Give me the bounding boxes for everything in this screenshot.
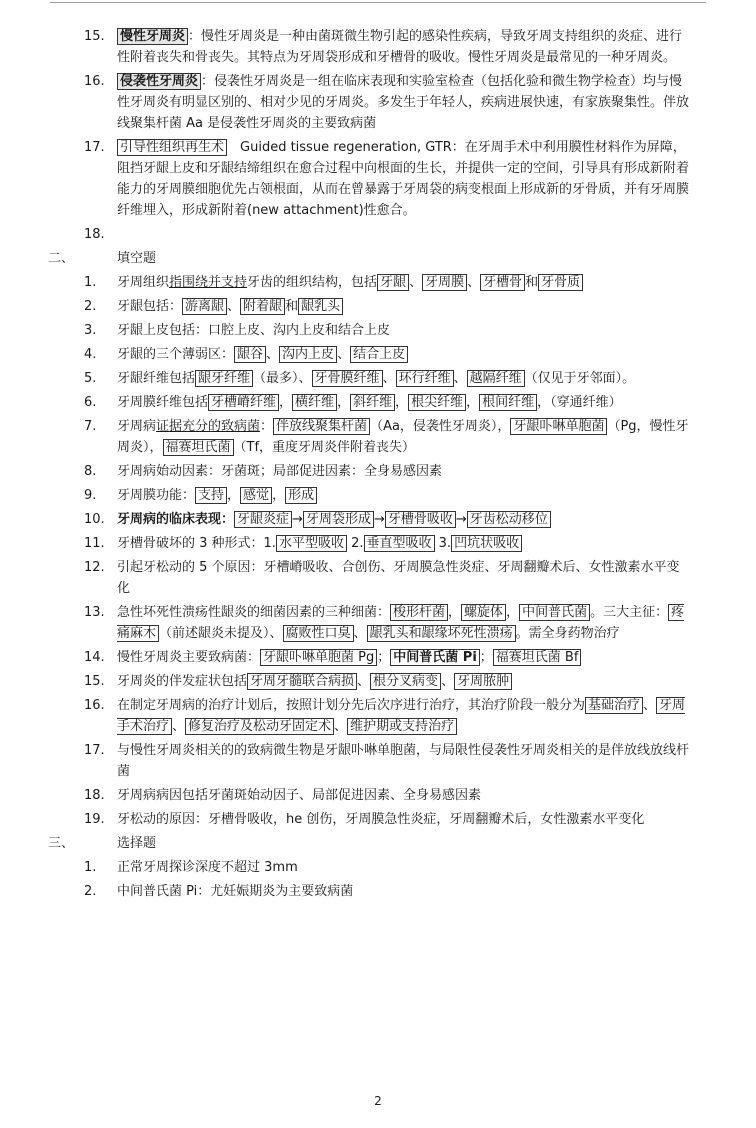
- item-text: 和: [285, 299, 299, 314]
- definition-item: [0, 26, 756, 68]
- item-text: （Tf，重度牙周炎伴附着丧失）: [233, 440, 416, 455]
- definition-item: [0, 137, 756, 221]
- answer-box: 维护期或支持治疗: [347, 718, 457, 735]
- item-number: 18.: [84, 788, 105, 803]
- answer-box: 修复治疗及松动牙固定术: [185, 718, 334, 735]
- answer-box: 牙骨质: [538, 274, 583, 291]
- answer-box: 福赛坦氏菌 Bf: [493, 649, 582, 666]
- fill-item: [0, 320, 756, 341]
- answer-box: 支持: [195, 487, 227, 504]
- item-number: 6.: [84, 395, 97, 410]
- page-number: 2: [374, 1094, 382, 1108]
- answer-box: 沟内上皮: [279, 346, 337, 363]
- section-number: 二、: [48, 251, 75, 266]
- answer-box: 牙槽骨吸收: [385, 511, 456, 528]
- item-number: 10.: [84, 512, 105, 527]
- item-number: 15.: [84, 674, 105, 689]
- item-text: （最多）、: [253, 371, 312, 386]
- item-number: 2.: [84, 884, 97, 899]
- answer-box: 福赛坦氏菌: [163, 439, 234, 456]
- item-text: 牙周病病因包括牙菌斑始动因子、局部促进因素、全身易感因素: [117, 788, 482, 803]
- answer-box: 梭形杆菌: [390, 604, 448, 621]
- item-text: 、: [266, 347, 280, 362]
- answer-box: 根分叉病变: [370, 673, 441, 690]
- item-text: 牙周组织: [117, 275, 170, 290]
- document-body: [0, 26, 756, 905]
- item-text: 牙周病: [117, 419, 157, 434]
- answer-box: 凹坑状吸收: [451, 535, 522, 552]
- item-text: 牙周膜功能：: [117, 488, 196, 503]
- item-text: 牙龈包括：: [117, 299, 183, 314]
- answer-box: 中间普氏菌: [519, 604, 590, 621]
- fill-item: [0, 509, 756, 530]
- item-text: 引起牙松动的 5 个原因：牙槽嵴吸收、合创伤、牙周膜急性炎症、牙周翻瓣术后、女性激素水平变化: [117, 560, 680, 596]
- item-number: 17.: [84, 743, 105, 758]
- item-number: 1.: [84, 860, 97, 875]
- item-text: 、: [467, 275, 481, 290]
- fill-item: [0, 647, 756, 668]
- answer-box: 根尖纤维: [408, 394, 466, 411]
- item-number: 4.: [84, 347, 97, 362]
- answer-box: 牙周牙髓联合病损: [247, 673, 357, 690]
- answer-box: 越隔纤维: [467, 370, 525, 387]
- answer-box: 牙周脓肿: [454, 673, 512, 690]
- item-number: 12.: [84, 560, 105, 575]
- item-text: 、: [172, 719, 186, 734]
- item-text: 、: [337, 347, 351, 362]
- item-text: 牙周病始动因素：牙菌斑；局部促进因素：全身易感因素: [117, 464, 443, 479]
- answer-box: 附着龈: [240, 298, 285, 315]
- item-text: 。需全身药物治疗: [515, 626, 620, 641]
- term-label: 慢性牙周炎: [117, 28, 188, 45]
- item-number: 14.: [84, 650, 105, 665]
- item-number: 17.: [84, 140, 105, 155]
- fill-item: [0, 392, 756, 413]
- answer-box: 感觉: [240, 487, 272, 504]
- item-text: （Pg，慢性牙周炎），: [117, 419, 689, 455]
- item-text: 3.: [434, 536, 452, 551]
- item-text: 2.: [346, 536, 364, 551]
- arrow-text: →: [455, 512, 467, 527]
- item-text: 正常牙周探诊深度不超过 3mm: [117, 860, 298, 875]
- item-number: 5.: [84, 371, 97, 386]
- answer-box: 牙骨膜纤维: [312, 370, 383, 387]
- item-text: 、: [357, 674, 371, 689]
- item-text: ，: [466, 395, 480, 410]
- answer-box: 牙龈炎症: [234, 511, 292, 528]
- item-number: 1.: [84, 275, 97, 290]
- item-text: 牙龈纤维包括: [117, 371, 196, 386]
- item-text: 牙周膜纤维包括: [117, 395, 209, 410]
- item-text: ，（穿通纤维）: [537, 395, 622, 410]
- choice-item: [0, 857, 756, 878]
- answer-box: 腐败性口臭: [283, 625, 354, 642]
- item-text: 慢性牙周炎主要致病菌：: [117, 650, 261, 665]
- answer-box: 牙周手术治疗: [117, 698, 686, 734]
- answer-box: 牙齿松动移位: [467, 511, 551, 528]
- item-text: ，: [279, 395, 293, 410]
- item-text: ；: [377, 650, 391, 665]
- answer-box: 龈乳头和龈缘坏死性溃疡: [367, 625, 516, 642]
- fill-item: [0, 740, 756, 782]
- item-text: 。三大主征：: [590, 605, 669, 620]
- item-number: 8.: [84, 464, 97, 479]
- answer-box: 伴放线聚集杆菌: [273, 418, 370, 435]
- answer-box: 龈谷: [234, 346, 266, 363]
- item-text: 、: [643, 698, 657, 713]
- item-number: 2.: [84, 299, 97, 314]
- item-text: 中间普氏菌 Pi：尤妊娠期炎为主要致病菌: [117, 884, 354, 899]
- fill-item: [0, 785, 756, 806]
- fill-item: [0, 533, 756, 554]
- item-text: 、: [382, 371, 396, 386]
- item-text: ，: [506, 605, 520, 620]
- answer-box: 牙周膜: [422, 274, 467, 291]
- item-number: 15.: [84, 29, 105, 44]
- answer-box: 牙槽嵴纤维: [208, 394, 279, 411]
- item-text: ；: [479, 650, 493, 665]
- fill-item: [0, 557, 756, 599]
- answer-box: 牙龈卟啉单胞菌: [510, 418, 607, 435]
- item-text: 、: [453, 371, 467, 386]
- item-number: 18.: [84, 227, 105, 242]
- term-label: 侵袭性牙周炎: [117, 73, 201, 90]
- item-text: 牙周炎的伴发症状包括: [117, 674, 248, 689]
- answer-box: 横纤维: [292, 394, 337, 411]
- definition-text: ：侵袭性牙周炎是一组在临床表现和实验室检查（包括化验和微生物学检查）均与慢性牙周炎有明显区别的、相对少见的牙周炎。多发生于年轻人，疾病进展快速，有家族聚集性。伴放线聚集杆菌 Aa 是侵袭性牙周炎的主要致病菌: [117, 74, 690, 131]
- item-text: 和: [525, 275, 539, 290]
- item-number: 16.: [84, 74, 105, 89]
- item-text: ，: [272, 488, 286, 503]
- fill-item: [0, 416, 756, 458]
- section-number: 三、: [48, 836, 75, 851]
- item-number: 7.: [84, 419, 97, 434]
- item-text: 与慢性牙周炎相关的的致病微生物是牙龈卟啉单胞菌，与局限性侵袭性牙周炎相关的是伴放线放线杆菌: [117, 743, 690, 779]
- item-text: 牙齿的组织结构，包括: [247, 275, 378, 290]
- item-text: 、: [334, 719, 348, 734]
- answer-box: 牙槽骨: [480, 274, 525, 291]
- answer-box: 根间纤维: [479, 394, 537, 411]
- section-heading: [0, 248, 756, 269]
- item-number: 3.: [84, 323, 97, 338]
- fill-item: [0, 296, 756, 317]
- item-text: ，: [337, 395, 351, 410]
- item-text: 牙龈的三个薄弱区：: [117, 347, 235, 362]
- section-title: 选择题: [117, 836, 157, 851]
- fill-item: [0, 485, 756, 506]
- item-text: 、: [441, 674, 455, 689]
- answer-box: 牙龈: [377, 274, 409, 291]
- item-text: （Aa，侵袭性牙周炎），: [370, 419, 511, 434]
- item-text: 、: [353, 626, 367, 641]
- answer-box: 中间普氏菌 Pi: [390, 649, 480, 666]
- answer-box: 牙龈卟啉单胞菌 Pg: [260, 649, 377, 666]
- answer-box: 游离龈: [182, 298, 227, 315]
- arrow-text: →: [292, 512, 303, 527]
- underlined-text: 证据充分的致病菌: [156, 419, 261, 434]
- answer-box: 环行纤维: [396, 370, 454, 387]
- arrow-text: →: [373, 512, 385, 527]
- answer-box: 龈牙纤维: [195, 370, 253, 387]
- section-heading: [0, 833, 756, 854]
- item-text: 牙松动的原因：牙槽骨吸收，he 创伤，牙周膜急性炎症，牙周翻瓣术后，女性激素水平变化: [117, 812, 645, 827]
- item-text: 急性坏死性溃疡性龈炎的细菌因素的三种细菌：: [117, 605, 391, 620]
- answer-box: 斜纤维: [350, 394, 395, 411]
- item-text: ，: [227, 488, 241, 503]
- fill-item: [0, 809, 756, 830]
- fill-item: [0, 461, 756, 482]
- answer-box: 结合上皮: [350, 346, 408, 363]
- fill-item: [0, 671, 756, 692]
- fill-item: [0, 344, 756, 365]
- item-text: 、: [409, 275, 423, 290]
- item-number: 16.: [84, 698, 105, 713]
- answer-box: 形成: [285, 487, 317, 504]
- answer-box: 螺旋体: [461, 604, 506, 621]
- item-text: ：: [260, 419, 274, 434]
- top-rule: [50, 2, 706, 3]
- answer-box: 基础治疗: [585, 697, 643, 714]
- item-number: 11.: [84, 536, 105, 551]
- fill-item: [0, 695, 756, 737]
- item-text: （前述龈炎未提及）、: [159, 626, 283, 641]
- definition-text: Guided tissue regeneration, GTR：在牙周手术中利用膜性材料作为屏障，阻挡牙龈上皮和牙龈结缔组织在愈合过程中向根面的生长，并提供一定的空间，引导具有形成新附着能力的牙周膜细胞优先占领根面，从而在曾暴露于牙周袋的病变根面上形成新的牙骨质，并有牙周膜纤维埋入，形成新附着(new attachment)性愈合。: [117, 140, 690, 218]
- item-number: 19.: [84, 812, 105, 827]
- fill-item: [0, 602, 756, 644]
- answer-box: 水平型吸收: [276, 535, 347, 552]
- definition-item: [0, 224, 756, 245]
- bold-text: 牙周病的临床表现：: [117, 512, 235, 527]
- item-text: （仅见于牙邻面）。: [524, 371, 636, 386]
- fill-item: [0, 368, 756, 389]
- item-text: 牙槽骨破坏的 3 种形式：1.: [117, 536, 276, 551]
- answer-box: 疼痛麻木: [117, 605, 685, 641]
- item-number: 9.: [84, 488, 97, 503]
- item-text: 在制定牙周病的治疗计划后，按照计划分先后次序进行治疗，其治疗阶段一般分为: [117, 698, 586, 713]
- item-text: ，: [448, 605, 462, 620]
- answer-box: 龈乳头: [298, 298, 343, 315]
- item-text: 、: [227, 299, 241, 314]
- definition-item: [0, 71, 756, 134]
- item-text: ，: [395, 395, 409, 410]
- definition-text: ：慢性牙周炎是一种由菌斑微生物引起的感染性疾病，导致牙周支持组织的炎症、进行性附着丧失和骨丧失。其特点为牙周袋形成和牙槽骨的吸收。慢性牙周炎是最常见的一种牙周炎。: [117, 29, 683, 65]
- answer-box: 牙周袋形成: [303, 511, 374, 528]
- underlined-text: 指围绕并支持: [169, 275, 248, 290]
- item-text: 牙龈上皮包括：口腔上皮、沟内上皮和结合上皮: [117, 323, 391, 338]
- section-title: 填空题: [117, 251, 157, 266]
- term-label: 引导性组织再生术: [117, 139, 227, 156]
- fill-item: [0, 272, 756, 293]
- item-number: 13.: [84, 605, 105, 620]
- choice-item: [0, 881, 756, 902]
- answer-box: 垂直型吸收: [364, 535, 435, 552]
